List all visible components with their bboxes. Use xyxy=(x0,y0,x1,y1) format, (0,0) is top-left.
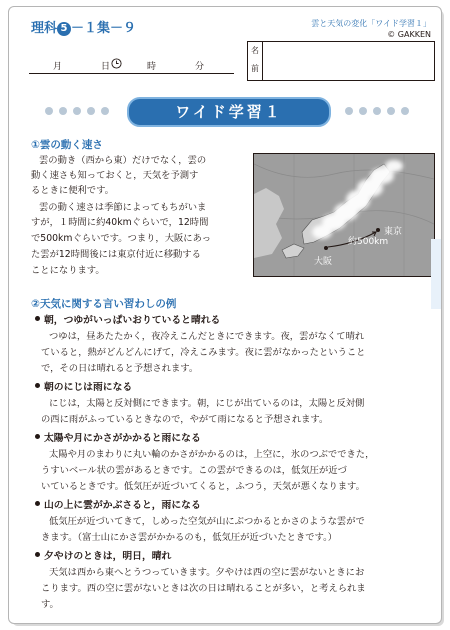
day-label: 日 xyxy=(101,62,111,72)
bullet-icon xyxy=(35,501,40,506)
name-label-char-1: 名 xyxy=(251,46,259,55)
bullet-icon xyxy=(35,552,40,557)
saying-2-line-1: にじは，太陽と反対側にできます。朝，にじが出ているのは，太陽と反対側 xyxy=(49,398,365,409)
name-field[interactable] xyxy=(247,41,435,81)
section1-line-1: 雲の動き（西から東）だけでなく，雲の xyxy=(39,155,207,166)
bullet-icon xyxy=(35,383,40,388)
saying-5-line-3: す。 xyxy=(41,599,59,610)
section2-heading: ②天気に関する言い習わしの例 xyxy=(31,298,177,310)
saying-1-line-1: つゆは，昼あたたかく，夜冷えこんだときにできます。夜，雲がなくて晴れ xyxy=(49,331,365,342)
section1-line-7: た雲が12時間後には東京付近に移動する xyxy=(31,249,201,260)
section1-line-6: で500kmぐらいです。つまり，大阪にあっ xyxy=(31,233,212,244)
section1-line-3: るときに便利です。 xyxy=(31,185,114,196)
map-label-tokyo: 東京 xyxy=(384,227,403,237)
saying-5-line-1: 天気は西から東へとうつっていきます。夕やけは西の空に雲がないときにお xyxy=(49,567,365,578)
bullet-icon xyxy=(35,316,40,321)
saying-3-line-3: いているときです。低気圧が近づいてくると，ふつう，天気が悪くなります。 xyxy=(41,481,365,492)
hour-label: 時 xyxy=(147,62,157,72)
bullet-icon xyxy=(35,434,40,439)
satellite-cloud-map xyxy=(253,153,435,277)
saying-4-line-1: 低気圧が近づいてきて，しめった空気が山にぶつかるとかさのような雲がで xyxy=(49,516,365,527)
saying-3-title: 太陽や月にかさがかかると雨になる xyxy=(35,430,201,444)
saying-2-line-2: の西に雨がふっているときなので，やがて雨になると予想されます。 xyxy=(41,414,329,425)
section1-heading: ①雲の動く速さ xyxy=(31,139,103,151)
month-label: 月 xyxy=(53,62,63,72)
publisher-credit: © GAKKEN xyxy=(387,30,431,39)
saying-4-line-2: きます。（富士山にかさ雲がかかるのも，低気圧が近づいたときです。） xyxy=(41,532,338,543)
section1-line-8: ことになります。 xyxy=(31,265,105,276)
worksheet-page xyxy=(8,6,442,624)
saying-2-title: 朝のにじは雨になる xyxy=(35,379,132,393)
minute-label: 分 xyxy=(195,62,205,72)
saying-3-line-2: うすいベール状の雲があるときです。この雲ができるのは，低気圧が近づ xyxy=(41,465,347,476)
saying-3-line-1: 太陽や月のまわりに丸い輪のかさがかかるのは，上空に，氷のつぶでできた， xyxy=(49,449,375,460)
title-banner xyxy=(45,93,413,129)
section1-line-2: 動く速さも知っておくと，天気を予測す xyxy=(31,170,199,181)
map-label-osaka: 大阪 xyxy=(314,257,333,267)
series-number-badge: 5 xyxy=(57,22,71,36)
series-suffix: －１集－９ xyxy=(71,21,137,36)
saying-5-line-2: こります。西の空に雲がないときは次の日は晴れることが多い，と考えられま xyxy=(41,583,366,594)
saying-1-title: 朝，つゆがいっぱいおりていると晴れる xyxy=(35,312,220,326)
section1-line-4: 雲の動く速さは季節によってもちがいま xyxy=(39,202,207,213)
name-label xyxy=(248,42,263,80)
saying-5-title: 夕やけのときは，明日，晴れ xyxy=(35,548,171,562)
series-code xyxy=(31,17,136,36)
worksheet-title: 雲と天気の変化「ワイド学習１」 xyxy=(311,19,431,28)
name-label-char-2: 前 xyxy=(251,64,259,73)
date-time-line xyxy=(29,59,234,74)
banner-title: ワイド学習１ xyxy=(127,97,331,127)
saying-1-line-2: ていると，熱がどんどんにげて，冷えこみます。夜に雲がなかったということ xyxy=(41,347,366,358)
saying-1-line-3: で，その日は晴れると予想されます。 xyxy=(41,363,199,374)
clock-icon xyxy=(111,58,122,72)
map-label-distance: 約500km xyxy=(348,237,389,247)
saying-4-title: 山の上に雲がかぶさると，雨になる xyxy=(35,497,201,511)
section1-line-5: すが，１時間に約40kmぐらいで，12時間 xyxy=(31,217,209,228)
side-decoration xyxy=(431,239,442,309)
series-prefix: 理科 xyxy=(31,21,58,36)
